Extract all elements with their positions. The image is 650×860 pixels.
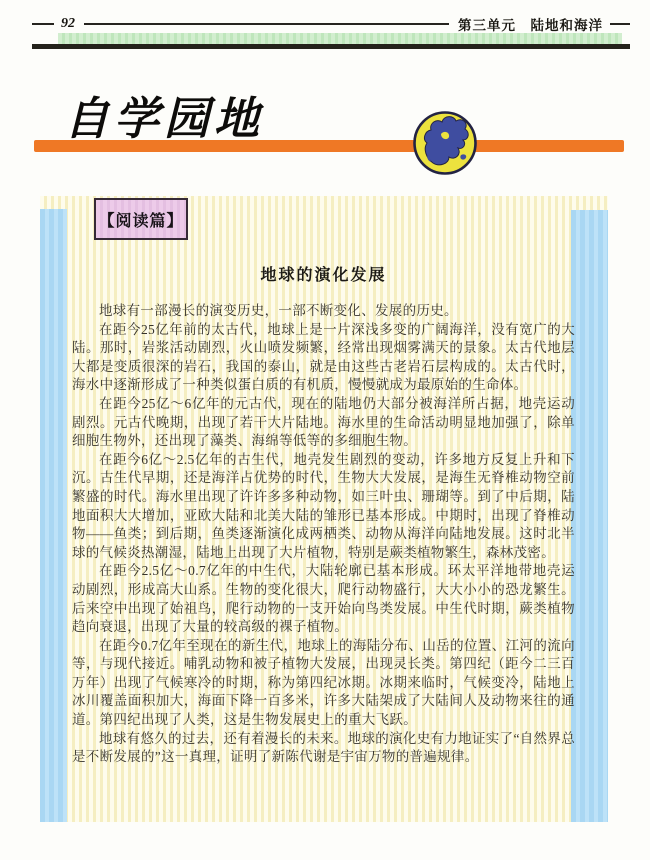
article-body — [72, 302, 575, 767]
globe-icon — [412, 110, 478, 176]
paragraph-4: 在距今6亿～2.5亿年的古生代，地壳发生剧烈的变动，许多地方反复上升和下沉。古生代早期，还是海洋占优势的时代，生物大大发展，是海生无脊椎动物空前繁盛的时代。海水里出现了许许多多种动物，如三叶虫、珊瑚等。到了中后期，陆地面积大大增加，亚欧大陆和北美大陆的雏形已基本形成。中期时，出现了脊椎动物——鱼类；到后期，鱼类逐渐演化成两栖类、动物从海洋向陆地发展。这时北半球的气候炎热潮湿，陆地上出现了大片植物，特别是蕨类植物繁生，森林茂密。 — [72, 451, 575, 560]
paragraph-5: 在距今2.5亿～0.7亿年的中生代，大陆轮廓已基本形成。环太平洋地带地壳运动剧烈，形成高大山系。生物的变化很大，爬行动物盛行，大大小小的恐龙繁生。后来空中出现了始祖鸟，爬行动物的一支开始向鸟类发展。中生代时期，蕨类植物趋向衰退，出现了大量的较高级的裸子植物。 — [72, 563, 575, 635]
reading-panel — [40, 196, 608, 822]
right-blue-strip — [571, 210, 608, 822]
article-title: 地球的演化发展 — [260, 267, 387, 284]
paragraph-6: 在距今0.7亿年至现在的新生代，地球上的海陆分布、山岳的位置、江河的流向等，与现代接近。哺乳动物和被子植物大发展，出现灵长类。第四纪（距今二三百万年）出现了气候寒冷的时期，称为第四纪冰期。冰期来临时，气候变冷，陆地上冰川覆盖面积加大，海面下降一百多米，许多大陆架成了大陆间人及动物来往的通道。第四纪出现了人类，这是生物发展史上的重大飞跃。 — [72, 637, 575, 728]
page-title: 自学园地 — [64, 94, 265, 144]
section-label-box — [94, 198, 188, 240]
header-rule-line — [84, 23, 449, 25]
page-number: 92 — [61, 15, 75, 31]
header-row — [32, 16, 630, 31]
header-left-dash — [32, 23, 54, 25]
unit-title: 第三单元 陆地和海洋 — [458, 17, 603, 33]
header-green-band — [58, 33, 622, 44]
header-dark-band — [32, 44, 630, 49]
section-label: 【阅读篇】 — [98, 212, 184, 230]
paragraph-1: 地球有一部漫长的演变历史，一部不断变化、发展的历史。 — [99, 303, 458, 318]
paragraph-3: 在距今25亿～6亿年的元古代，现在的陆地仍大部分被海洋所占据，地壳运动剧烈。元古代晚期，出现了若干大片陆地。海水里的生命活动明显地加强了，除单细胞生物外，还出现了藻类、海绵等低等的多细胞生物。 — [72, 395, 575, 449]
left-blue-strip — [40, 209, 67, 822]
panel-content — [72, 196, 575, 767]
page-header — [32, 16, 630, 49]
header-right-dash — [610, 23, 630, 25]
paragraph-7: 地球有悠久的过去，还有着漫长的未来。地球的演化史有力地证实了“自然界总是不断发展的”这一真理，证明了新陈代谢是宇宙万物的普遍规律。 — [72, 730, 575, 765]
paragraph-2: 在距今25亿年前的太古代，地球上是一片深浅多变的广阔海洋，没有宽广的大陆。那时，岩浆活动剧烈，火山喷发频繁，经常出现烟雾满天的景象。太古代地层大都是变质很深的岩石，我国的泰山，就是由这些古老岩石层构成的。太古代时，海水中逐渐形成了一种类似蛋白质的有机质，慢慢就成为最原始的生命体。 — [72, 321, 575, 393]
